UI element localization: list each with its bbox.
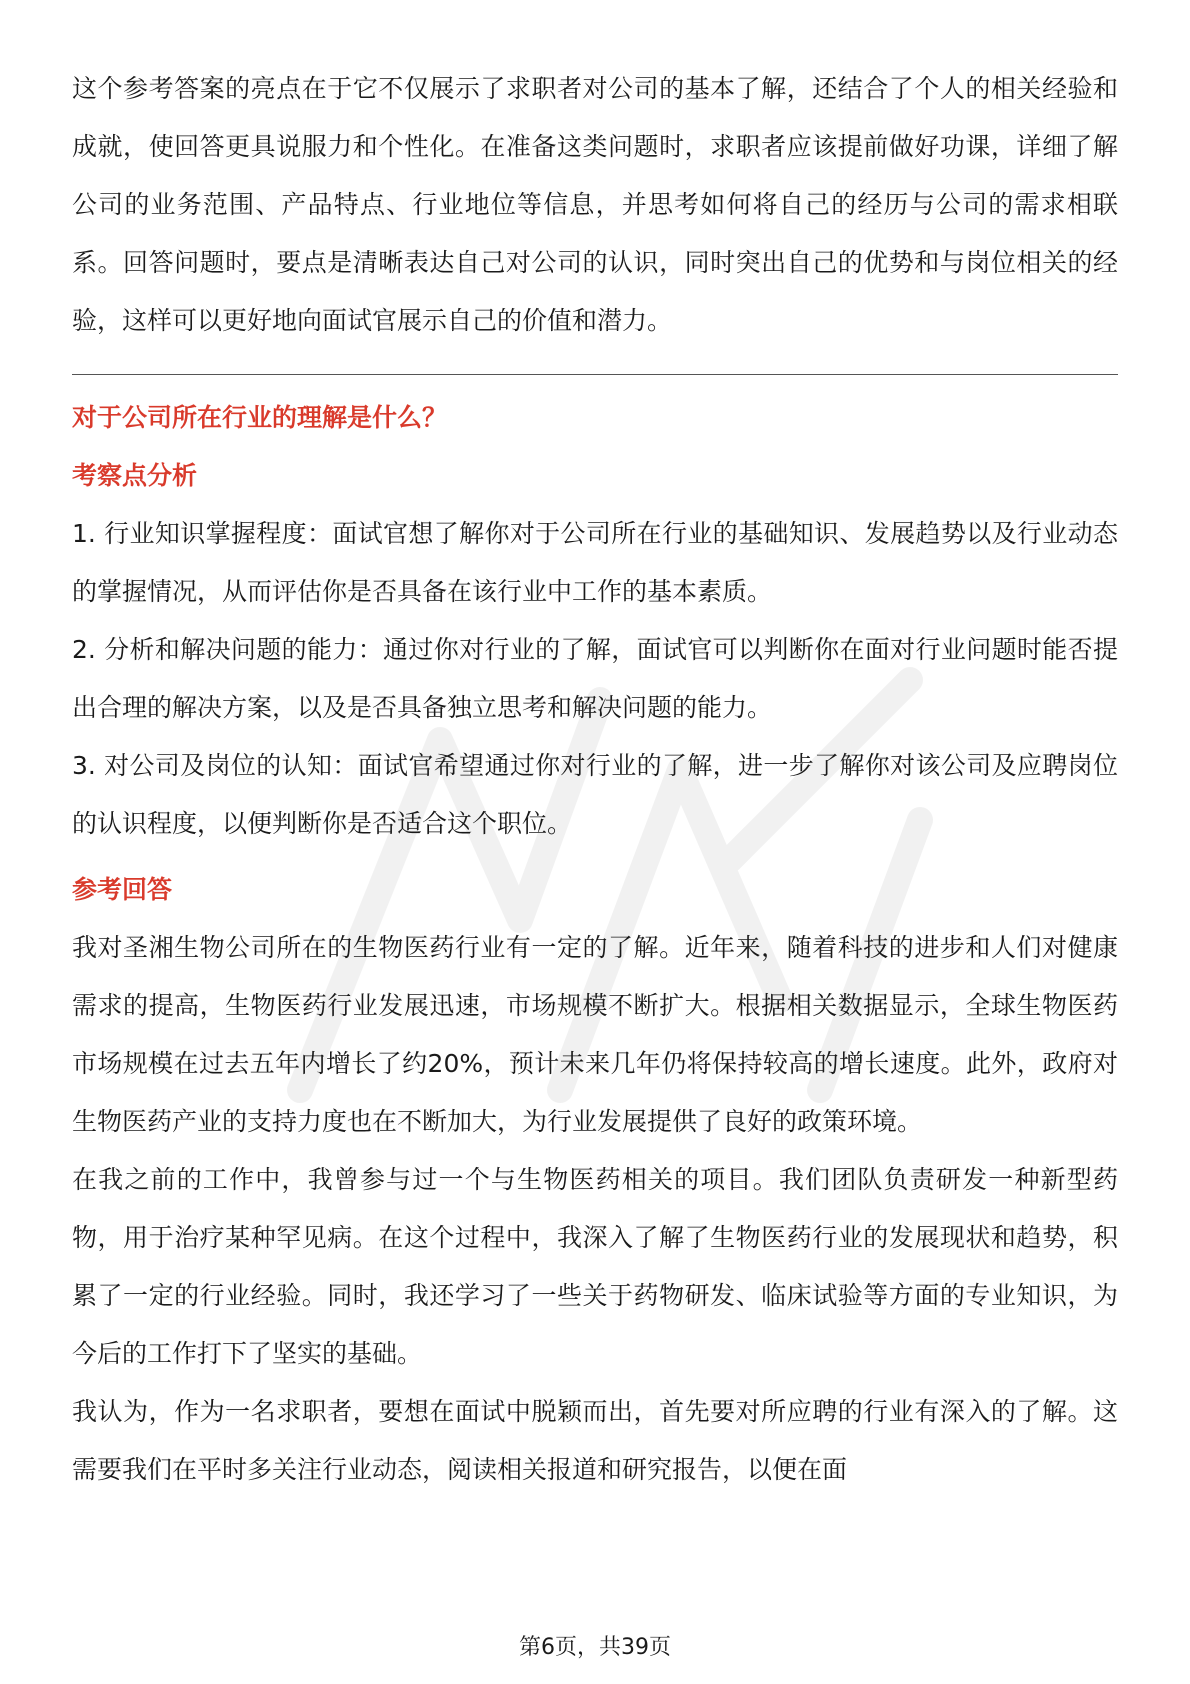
analysis-point: 1. 行业知识掌握程度：面试官想了解你对于公司所在行业的基础知识、发展趋势以及行业动态的掌握情况，从而评估你是否具备在该行业中工作的基本素质。 [72, 519, 1118, 606]
answer-paragraph: 在我之前的工作中，我曾参与过一个与生物医药相关的项目。我们团队负责研发一种新型药物，用于治疗某种罕见病。在这个过程中，我深入了解了生物医药行业的发展现状和趋势，积累了一定的行业经验。同时，我还学习了一些关于药物研发、临床试验等方面的专业知识，为今后的工作打下了坚实的基础。 [72, 1165, 1118, 1368]
analysis-point: 2. 分析和解决问题的能力：通过你对行业的了解，面试官可以判断你在面对行业问题时能否提出合理的解决方案，以及是否具备独立思考和解决问题的能力。 [72, 635, 1118, 722]
page-content [72, 60, 1118, 1499]
intro-paragraph: 这个参考答案的亮点在于它不仅展示了求职者对公司的基本了解，还结合了个人的相关经验和成就，使回答更具说服力和个性化。在准备这类问题时，求职者应该提前做好功课，详细了解公司的业务范围、产品特点、行业地位等信息，并思考如何将自己的经历与公司的需求相联系。回答问题时，要点是清晰表达自己对公司的认识，同时突出自己的优势和与岗位相关的经验，这样可以更好地向面试官展示自己的价值和潜力。 [72, 74, 1118, 335]
answer-paragraph: 我认为，作为一名求职者，要想在面试中脱颖而出，首先要对所应聘的行业有深入的了解。这需要我们在平时多关注行业动态，阅读相关报道和研究报告，以便在面 [72, 1397, 1118, 1484]
question-title: 对于公司所在行业的理解是什么？ [72, 403, 448, 432]
page-number: 第6页，共39页 [519, 1635, 671, 1660]
analysis-heading: 考察点分析 [72, 461, 198, 490]
answer-paragraph: 我对圣湘生物公司所在的生物医药行业有一定的了解。近年来，随着科技的进步和人们对健康需求的提高，生物医药行业发展迅速，市场规模不断扩大。根据相关数据显示，全球生物医药市场规模在过去五年内增长了约20%，预计未来几年仍将保持较高的增长速度。此外，政府对生物医药产业的支持力度也在不断加大，为行业发展提供了良好的政策环境。 [72, 933, 1118, 1136]
analysis-point: 3. 对公司及岗位的认知：面试官希望通过你对行业的了解，进一步了解你对该公司及应聘岗位的认识程度，以便判断你是否适合这个职位。 [72, 751, 1118, 838]
answer-heading: 参考回答 [72, 875, 173, 904]
section-divider [72, 374, 1118, 375]
